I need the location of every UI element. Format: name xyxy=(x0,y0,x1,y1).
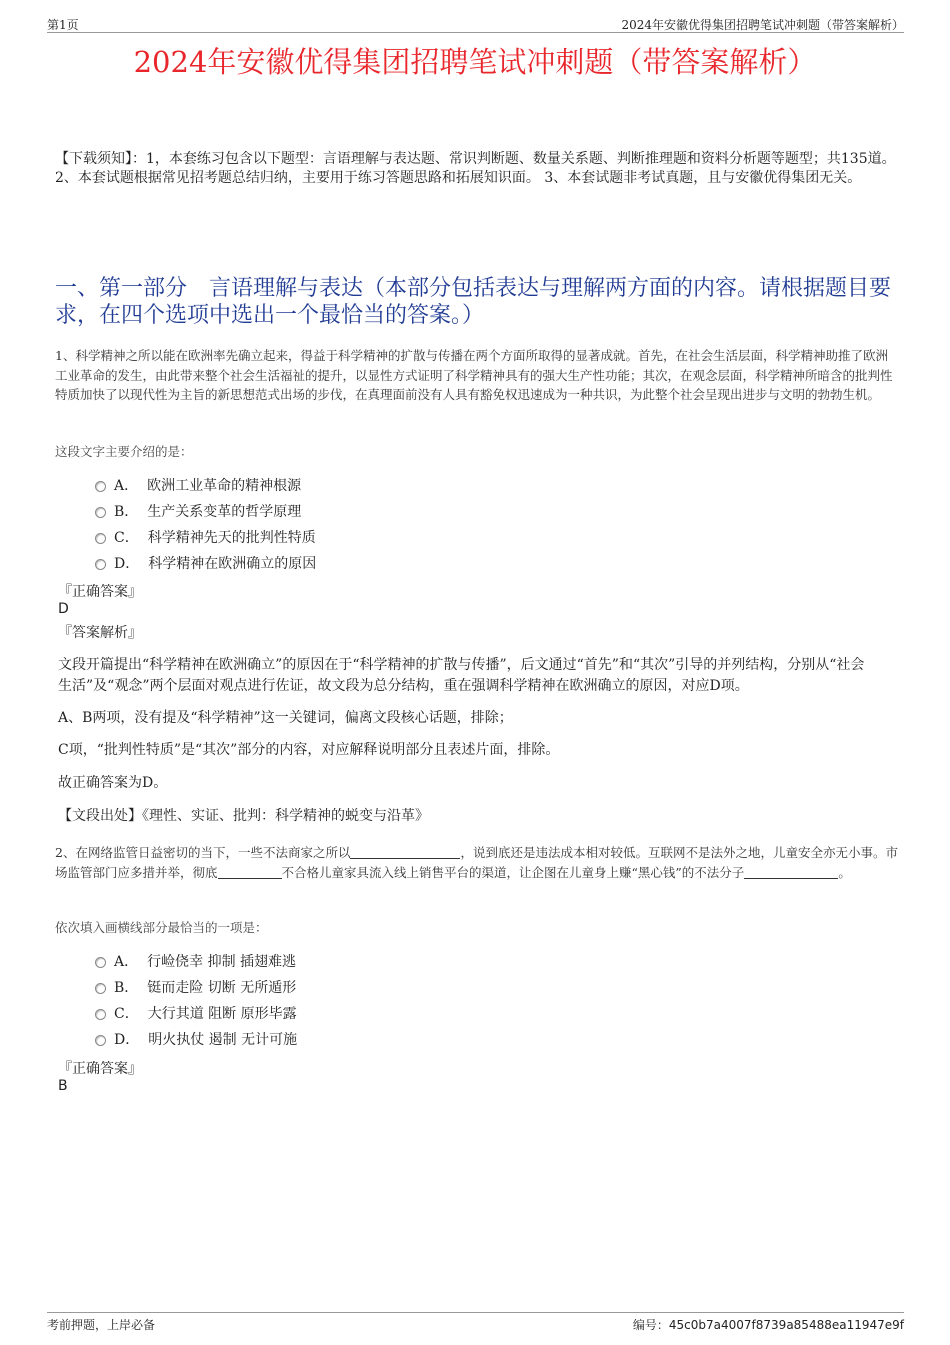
document-id xyxy=(633,1316,904,1333)
analysis-paragraph-2: A、B两项，没有提及“科学精神”这一关键词，偏离文段核心话题，排除； xyxy=(58,710,513,726)
question-2-options xyxy=(95,949,297,1053)
analysis-tag: 『答案解析』 xyxy=(58,625,142,641)
fill-blank-1 xyxy=(350,845,460,859)
question-1-prompt: 这段文字主要介绍的是： xyxy=(55,444,193,459)
option-label: A． xyxy=(114,954,139,970)
option-text: 大行其道 阻断 原形毕露 xyxy=(147,1006,297,1022)
question-2-text-part: 不合格儿童家具流入线上销售平台的渠道，让企图在儿童身上赚“黑心钱”的不法分子 xyxy=(281,864,745,880)
radio-button[interactable] xyxy=(95,1035,106,1046)
radio-button[interactable] xyxy=(95,983,106,994)
radio-button[interactable] xyxy=(95,481,106,492)
question-2-text-part: ，说到底还是违法成本相对较低。互联网不是法外之地，儿童安全亦无小事。市场监管部门应多措并举，彻底 xyxy=(55,845,898,880)
option-text: 科学精神先天的批判性特质 xyxy=(147,530,316,546)
option-text: 行崄侥幸 抑制 插翅难逃 xyxy=(147,954,297,970)
analysis-paragraph-3: C项，“批判性特质”是“其次”部分的内容，对应解释说明部分且表述片面，排除。 xyxy=(58,742,560,758)
option-label: B． xyxy=(114,980,139,996)
question-2-text-part: 2、在网络监管日益密切的当下，一些不法商家之所以 xyxy=(55,845,351,860)
document-id-label: 编号： xyxy=(632,1318,669,1332)
option-text: 科学精神在欧洲确立的原因 xyxy=(148,556,317,572)
correct-answer: D xyxy=(58,601,69,617)
option-b[interactable] xyxy=(95,499,316,525)
option-a[interactable] xyxy=(95,949,297,975)
page-footer xyxy=(47,1312,904,1332)
option-label: C． xyxy=(114,1006,139,1022)
option-a[interactable] xyxy=(95,473,316,499)
radio-button[interactable] xyxy=(95,957,106,968)
page-header xyxy=(47,14,904,33)
question-2-text-part: 。 xyxy=(838,864,851,880)
question-2-text xyxy=(55,843,900,882)
analysis-paragraph-4: 故正确答案为D。 xyxy=(58,775,168,791)
fill-blank-3 xyxy=(744,865,838,879)
option-d[interactable] xyxy=(95,551,316,577)
fill-blank-2 xyxy=(218,865,282,879)
radio-button[interactable] xyxy=(95,559,106,570)
question-1-text: 1、科学精神之所以能在欧洲率先确立起来，得益于科学精神的扩散与传播在两个方面所取得的显著成就。首先，在社会生活层面，科学精神助推了欧洲工业革命的发生，由此带来整个社会生活福祉的提升，以显性方式证明了科学精神具有的强大生产性功能；其次，在观念层面，科学精神所暗含的批判性特质加快了以现代性为主旨的新思想范式出场的步伐，在真理面前没有人具有豁免权迅速成为一种共识，为此整个社会呈现出进步与文明的勃勃生机。 xyxy=(55,348,893,402)
footer-slogan: 考前押题，上岸必备 xyxy=(47,1318,156,1332)
document-id-value: 45c0b7a4007f8739a85488ea11947e9f xyxy=(668,1318,904,1332)
radio-button[interactable] xyxy=(95,533,106,544)
page-number: 第1页 xyxy=(47,18,79,32)
question-1-options xyxy=(95,473,316,577)
option-b[interactable] xyxy=(95,975,297,1001)
answer-tag: 『正确答案』 xyxy=(58,1061,142,1077)
source-citation: 【文段出处】《理性、实证、批判：科学精神的蜕变与沿革》 xyxy=(58,808,429,824)
option-label: D． xyxy=(114,1032,140,1048)
radio-button[interactable] xyxy=(95,1009,106,1020)
download-notice: 【下载须知】：1，本套练习包含以下题型：言语理解与表达题、常识判断题、数量关系题、判断推理题和资料分析题等题型；共135道。 2、本套试题根据常见招考题总结归纳，主要用于练习答题思路和拓展知识面。 3、本套试题非考试真题，且与安徽优得集团无关。 xyxy=(55,151,896,186)
option-label: B． xyxy=(114,504,139,520)
option-c[interactable] xyxy=(95,525,316,551)
option-label: C． xyxy=(114,530,139,546)
option-label: A． xyxy=(114,478,139,494)
option-c[interactable] xyxy=(95,1001,297,1027)
option-label: D． xyxy=(114,556,140,572)
header-doc-title: 2024年安徽优得集团招聘笔试冲刺题（带答案解析） xyxy=(621,18,904,32)
analysis-paragraph-1: 文段开篇提出“科学精神在欧洲确立”的原因在于“科学精神的扩散与传播”，后文通过“首先”和“其次”引导的并列结构，分别从“社会生活”及“观念”两个层面对观点进行佐证，故文段为总分结构，重在强调科学精神在欧洲确立的原因，对应D项。 xyxy=(58,657,865,694)
radio-button[interactable] xyxy=(95,507,106,518)
correct-answer: B xyxy=(58,1078,68,1094)
document-title: 2024年安徽优得集团招聘笔试冲刺题（带答案解析） xyxy=(133,45,817,79)
option-d[interactable] xyxy=(95,1027,297,1053)
answer-tag: 『正确答案』 xyxy=(58,584,142,600)
section-heading: 一、第一部分 言语理解与表达（本部分包括表达与理解两方面的内容。请根据题目要求，在四个选项中选出一个最恰当的答案。） xyxy=(55,276,892,328)
option-text: 铤而走险 切断 无所遁形 xyxy=(147,980,297,996)
option-text: 明火执仗 遏制 无计可施 xyxy=(148,1032,298,1048)
question-2-prompt: 依次填入画横线部分最恰当的一项是： xyxy=(55,920,268,935)
option-text: 生产关系变革的哲学原理 xyxy=(147,504,302,520)
option-text: 欧洲工业革命的精神根源 xyxy=(147,478,302,494)
